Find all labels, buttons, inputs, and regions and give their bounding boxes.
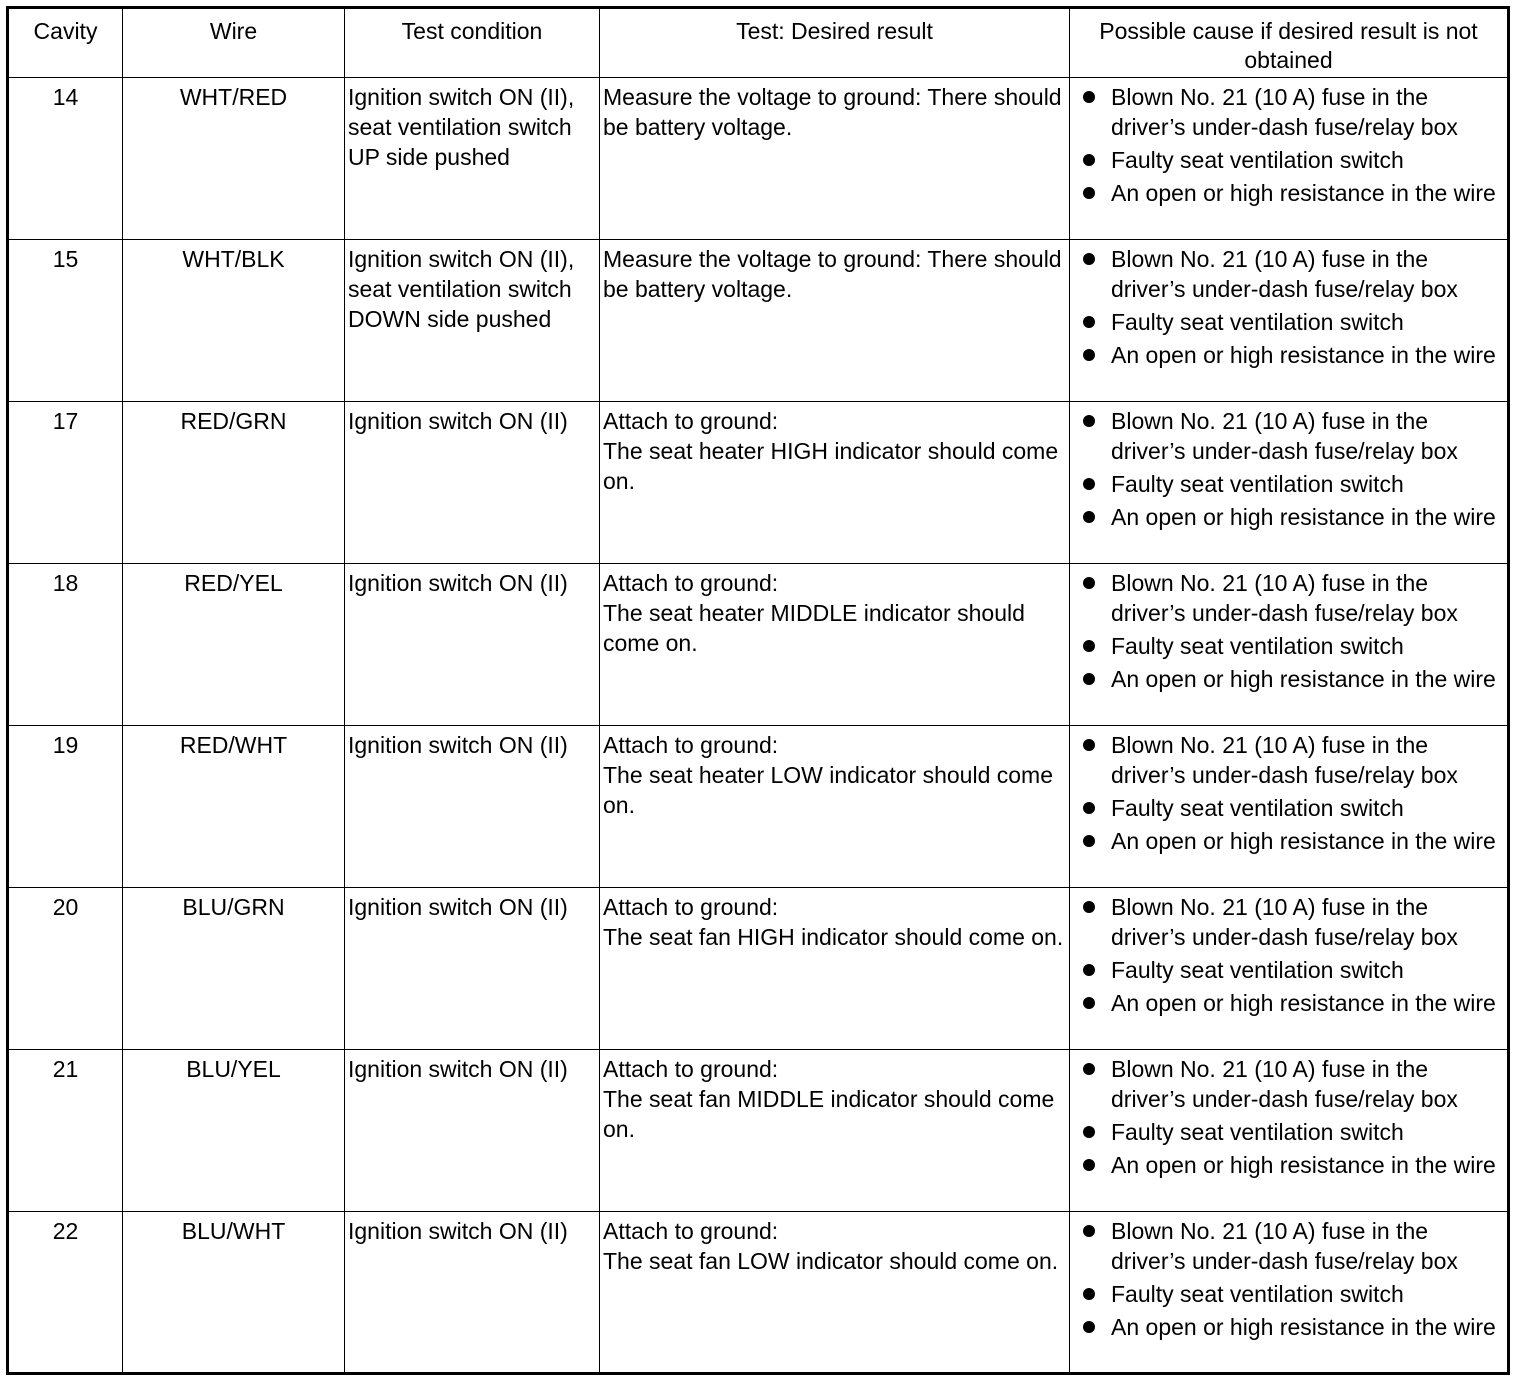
cause-text: An open or high resistance in the wire	[1111, 828, 1496, 854]
cause-text: An open or high resistance in the wire	[1111, 342, 1496, 368]
connector-test-table	[6, 6, 1510, 1375]
test-condition-cell: Ignition switch ON (II)	[345, 1050, 600, 1212]
cavity-cell: 22	[8, 1212, 123, 1374]
bullet-icon	[1083, 1063, 1095, 1075]
bullet-icon	[1083, 673, 1095, 685]
header-possible-cause: Possible cause if desired result is not obtained	[1070, 8, 1509, 78]
header-test-condition: Test condition	[345, 8, 600, 78]
bullet-icon	[1083, 640, 1095, 652]
wire-cell: RED/YEL	[123, 564, 345, 726]
cavity-cell: 19	[8, 726, 123, 888]
cause-list-item	[1073, 793, 1504, 823]
test-condition-cell: Ignition switch ON (II)	[345, 564, 600, 726]
cause-text: Blown No. 21 (10 A) fuse in the driver’s under-dash fuse/relay box	[1111, 894, 1458, 950]
test-condition-cell: Ignition switch ON (II)	[345, 888, 600, 1050]
desired-result-line: Attach to ground:	[603, 1056, 779, 1082]
desired-result-line: Attach to ground:	[603, 408, 779, 434]
bullet-icon	[1083, 1288, 1095, 1300]
desired-result-cell	[600, 1050, 1070, 1212]
bullet-icon	[1083, 997, 1095, 1009]
cause-text: Blown No. 21 (10 A) fuse in the driver’s under-dash fuse/relay box	[1111, 1218, 1458, 1274]
cause-list-item	[1073, 502, 1504, 532]
bullet-icon	[1083, 739, 1095, 751]
cause-list	[1073, 406, 1504, 532]
desired-result-line: The seat heater MIDDLE indicator should come on.	[603, 600, 1025, 656]
bullet-icon	[1083, 316, 1095, 328]
desired-result-line: Measure the voltage to ground: There should be battery voltage.	[603, 84, 1062, 140]
desired-result-cell	[600, 564, 1070, 726]
cause-list-item	[1073, 955, 1504, 985]
cause-list	[1073, 568, 1504, 694]
cause-list	[1073, 892, 1504, 1018]
bullet-icon	[1083, 415, 1095, 427]
cause-list	[1073, 244, 1504, 370]
cause-text: Faulty seat ventilation switch	[1111, 1281, 1404, 1307]
table-row	[8, 240, 1509, 402]
bullet-icon	[1083, 253, 1095, 265]
bullet-icon	[1083, 1159, 1095, 1171]
bullet-icon	[1083, 91, 1095, 103]
test-condition-cell: Ignition switch ON (II), seat ventilation switch DOWN side pushed	[345, 240, 600, 402]
cause-list-item	[1073, 307, 1504, 337]
cause-list	[1073, 1216, 1504, 1342]
desired-result-cell	[600, 888, 1070, 1050]
cause-list-item	[1073, 178, 1504, 208]
cause-list-item	[1073, 145, 1504, 175]
cause-list-item	[1073, 826, 1504, 856]
cause-list-item	[1073, 568, 1504, 628]
desired-result-line: The seat fan MIDDLE indicator should come on.	[603, 1086, 1055, 1142]
bullet-icon	[1083, 1321, 1095, 1333]
header-cavity: Cavity	[8, 8, 123, 78]
wire-cell: RED/GRN	[123, 402, 345, 564]
desired-result-line: Attach to ground:	[603, 894, 779, 920]
desired-result-line: Measure the voltage to ground: There should be battery voltage.	[603, 246, 1062, 302]
wire-cell: BLU/GRN	[123, 888, 345, 1050]
bullet-icon	[1083, 187, 1095, 199]
wire-cell: RED/WHT	[123, 726, 345, 888]
cause-list-item	[1073, 631, 1504, 661]
desired-result-cell	[600, 1212, 1070, 1374]
cause-text: Faulty seat ventilation switch	[1111, 633, 1404, 659]
table-row	[8, 78, 1509, 240]
cavity-cell: 15	[8, 240, 123, 402]
bullet-icon	[1083, 154, 1095, 166]
desired-result-line: Attach to ground:	[603, 570, 779, 596]
cavity-cell: 20	[8, 888, 123, 1050]
cavity-cell: 21	[8, 1050, 123, 1212]
cause-list-item	[1073, 340, 1504, 370]
cause-list	[1073, 730, 1504, 856]
cause-list	[1073, 1054, 1504, 1180]
cause-list-item	[1073, 988, 1504, 1018]
bullet-icon	[1083, 349, 1095, 361]
table-row	[8, 402, 1509, 564]
cause-text: An open or high resistance in the wire	[1111, 1152, 1496, 1178]
table-row	[8, 888, 1509, 1050]
table-row	[8, 726, 1509, 888]
cause-list-item	[1073, 244, 1504, 304]
cause-list-item	[1073, 892, 1504, 952]
possible-cause-cell	[1070, 726, 1509, 888]
cause-text: Blown No. 21 (10 A) fuse in the driver’s under-dash fuse/relay box	[1111, 570, 1458, 626]
cause-text: Faulty seat ventilation switch	[1111, 957, 1404, 983]
table-row	[8, 564, 1509, 726]
bullet-icon	[1083, 511, 1095, 523]
table-row	[8, 1050, 1509, 1212]
cause-list	[1073, 82, 1504, 208]
cause-text: Faulty seat ventilation switch	[1111, 795, 1404, 821]
desired-result-cell	[600, 726, 1070, 888]
cause-text: Blown No. 21 (10 A) fuse in the driver’s under-dash fuse/relay box	[1111, 732, 1458, 788]
cause-text: Faulty seat ventilation switch	[1111, 309, 1404, 335]
possible-cause-cell	[1070, 888, 1509, 1050]
desired-result-line: The seat fan HIGH indicator should come on.	[603, 924, 1064, 950]
cause-list-item	[1073, 406, 1504, 466]
test-condition-cell: Ignition switch ON (II), seat ventilation switch UP side pushed	[345, 78, 600, 240]
cause-text: An open or high resistance in the wire	[1111, 990, 1496, 1016]
cause-list-item	[1073, 1054, 1504, 1114]
bullet-icon	[1083, 1225, 1095, 1237]
wire-cell: BLU/WHT	[123, 1212, 345, 1374]
desired-result-line: Attach to ground:	[603, 732, 779, 758]
header-row	[8, 8, 1509, 78]
cause-text: Faulty seat ventilation switch	[1111, 147, 1404, 173]
bullet-icon	[1083, 802, 1095, 814]
possible-cause-cell	[1070, 564, 1509, 726]
bullet-icon	[1083, 1126, 1095, 1138]
cause-list-item	[1073, 1216, 1504, 1276]
cavity-cell: 17	[8, 402, 123, 564]
header-wire: Wire	[123, 8, 345, 78]
desired-result-cell	[600, 78, 1070, 240]
test-condition-cell: Ignition switch ON (II)	[345, 402, 600, 564]
cause-text: Blown No. 21 (10 A) fuse in the driver’s under-dash fuse/relay box	[1111, 246, 1458, 302]
cause-list-item	[1073, 82, 1504, 142]
desired-result-line: Attach to ground:	[603, 1218, 779, 1244]
cavity-cell: 18	[8, 564, 123, 726]
desired-result-line: The seat fan LOW indicator should come on.	[603, 1248, 1059, 1274]
possible-cause-cell	[1070, 78, 1509, 240]
possible-cause-cell	[1070, 402, 1509, 564]
wire-cell: WHT/BLK	[123, 240, 345, 402]
test-condition-cell: Ignition switch ON (II)	[345, 726, 600, 888]
possible-cause-cell	[1070, 1050, 1509, 1212]
possible-cause-cell	[1070, 240, 1509, 402]
test-condition-cell: Ignition switch ON (II)	[345, 1212, 600, 1374]
wire-cell: WHT/RED	[123, 78, 345, 240]
cause-text: Faulty seat ventilation switch	[1111, 471, 1404, 497]
cause-text: An open or high resistance in the wire	[1111, 180, 1496, 206]
cause-list-item	[1073, 1117, 1504, 1147]
cause-text: Faulty seat ventilation switch	[1111, 1119, 1404, 1145]
cause-list-item	[1073, 1279, 1504, 1309]
desired-result-line: The seat heater HIGH indicator should come on.	[603, 438, 1059, 494]
bullet-icon	[1083, 835, 1095, 847]
cause-list-item	[1073, 1150, 1504, 1180]
cause-list-item	[1073, 469, 1504, 499]
bullet-icon	[1083, 964, 1095, 976]
cause-list-item	[1073, 1312, 1504, 1342]
cause-text: Blown No. 21 (10 A) fuse in the driver’s under-dash fuse/relay box	[1111, 1056, 1458, 1112]
desired-result-line: The seat heater LOW indicator should come on.	[603, 762, 1054, 818]
cause-text: An open or high resistance in the wire	[1111, 504, 1496, 530]
possible-cause-cell	[1070, 1212, 1509, 1374]
header-desired-result: Test: Desired result	[600, 8, 1070, 78]
cause-list-item	[1073, 730, 1504, 790]
wire-cell: BLU/YEL	[123, 1050, 345, 1212]
bullet-icon	[1083, 478, 1095, 490]
desired-result-cell	[600, 240, 1070, 402]
cause-text: An open or high resistance in the wire	[1111, 666, 1496, 692]
cause-text: Blown No. 21 (10 A) fuse in the driver’s under-dash fuse/relay box	[1111, 84, 1458, 140]
table-row	[8, 1212, 1509, 1374]
bullet-icon	[1083, 901, 1095, 913]
cause-text: An open or high resistance in the wire	[1111, 1314, 1496, 1340]
cavity-cell: 14	[8, 78, 123, 240]
bullet-icon	[1083, 577, 1095, 589]
cause-text: Blown No. 21 (10 A) fuse in the driver’s under-dash fuse/relay box	[1111, 408, 1458, 464]
desired-result-cell	[600, 402, 1070, 564]
cause-list-item	[1073, 664, 1504, 694]
